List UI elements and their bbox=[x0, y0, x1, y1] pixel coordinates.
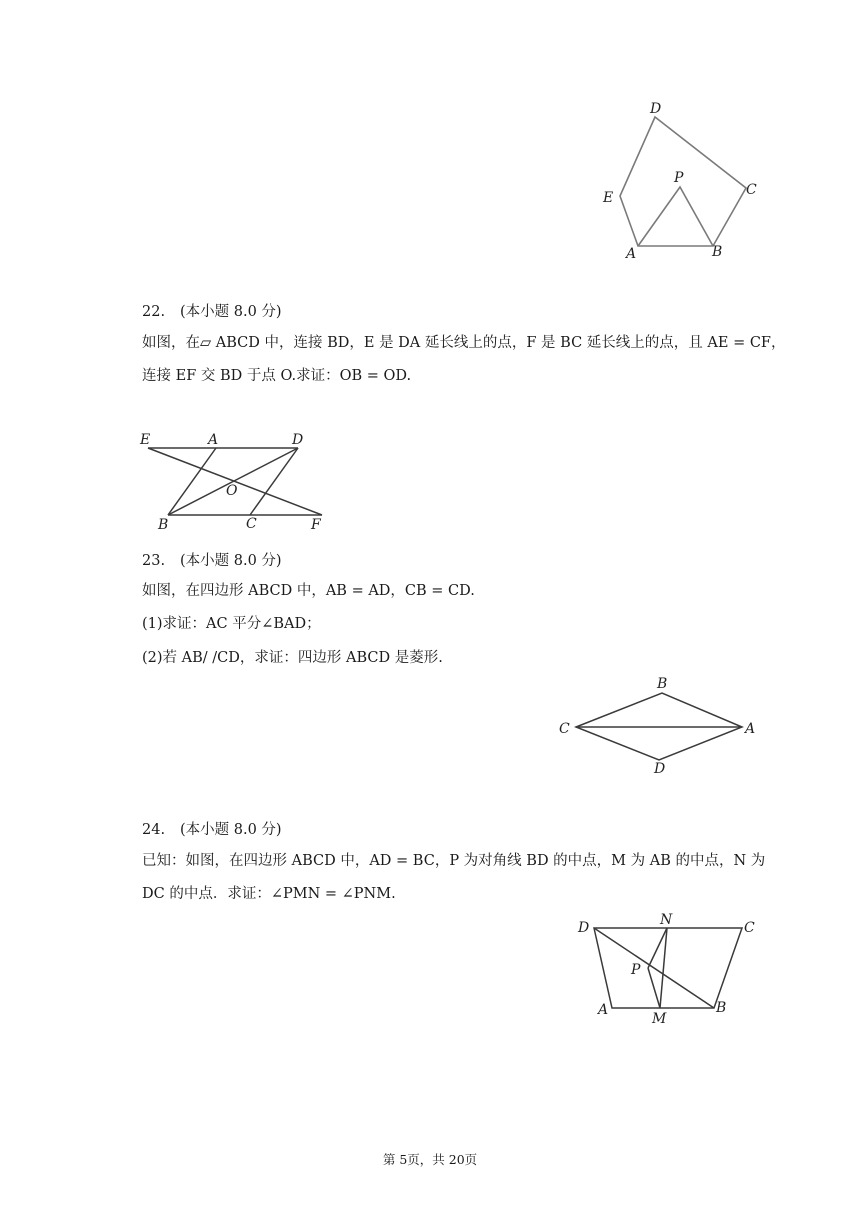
label-C: C bbox=[559, 721, 570, 737]
label-C: C bbox=[746, 182, 757, 198]
label-F: F bbox=[311, 517, 321, 533]
segment-pm bbox=[648, 968, 660, 1008]
question-24-header bbox=[142, 818, 282, 839]
label-A: A bbox=[598, 1002, 609, 1018]
question-23-text-line2: (1)求证：AC 平分∠BAD； bbox=[142, 616, 321, 632]
label-P: P bbox=[631, 962, 641, 978]
label-B: B bbox=[716, 1000, 727, 1016]
figure-pentagon-abcde bbox=[598, 98, 758, 268]
question-23-text-line1: 如图，在四边形 ABCD 中，AB = AD，CB = CD. bbox=[142, 583, 475, 599]
line-cd bbox=[250, 448, 298, 515]
label-D: D bbox=[292, 432, 304, 448]
label-A: A bbox=[745, 721, 756, 737]
question-24-text-line2: DC 的中点．求证：∠PMN = ∠PNM. bbox=[142, 886, 396, 902]
label-A: A bbox=[208, 432, 219, 448]
question-24-text-line1: 已知：如图，在四边形 ABCD 中，AD = BC，P 为对角线 BD 的中点，M 为 AB 的中点，N 为 bbox=[142, 853, 766, 869]
question-number: 23. bbox=[142, 553, 166, 569]
question-points: (本小题 8.0 分) bbox=[180, 553, 282, 569]
label-B: B bbox=[158, 517, 169, 533]
question-number: 24. bbox=[142, 822, 166, 838]
triangle-apb bbox=[638, 187, 713, 246]
label-A: A bbox=[626, 246, 637, 262]
question-number: 22. bbox=[142, 304, 166, 320]
label-D: D bbox=[578, 920, 590, 936]
label-P: P bbox=[674, 170, 684, 186]
quadrilateral-outline bbox=[594, 928, 742, 1008]
label-D: D bbox=[650, 101, 662, 117]
label-C: C bbox=[744, 920, 755, 936]
label-C: C bbox=[246, 516, 257, 532]
figure-parallelogram-abcd bbox=[138, 430, 338, 535]
question-22-text-line2: 连接 EF 交 BD 于点 O.求证：OB = OD. bbox=[142, 368, 412, 384]
question-23-header bbox=[142, 549, 282, 570]
question-points: (本小题 8.0 分) bbox=[180, 822, 282, 838]
question-22-header bbox=[142, 300, 282, 321]
question-points: (本小题 8.0 分) bbox=[180, 304, 282, 320]
page-footer: 第 5页，共 20页 bbox=[382, 1152, 478, 1167]
label-M: M bbox=[652, 1011, 667, 1027]
label-B: B bbox=[657, 676, 668, 692]
question-22-text-line1: 如图，在▱ ABCD 中，连接 BD，E 是 DA 延长线上的点，F 是 BC 延长线上的点，且 AE = CF， bbox=[142, 335, 786, 351]
diagonal-db bbox=[594, 928, 714, 1008]
label-E: E bbox=[140, 432, 151, 448]
label-B: B bbox=[712, 244, 723, 260]
label-N: N bbox=[660, 912, 673, 928]
line-ef bbox=[148, 448, 322, 515]
label-E: E bbox=[603, 190, 614, 206]
label-O: O bbox=[226, 483, 238, 499]
figure-quadrilateral-abcd-midpoints bbox=[572, 908, 762, 1028]
label-D: D bbox=[654, 761, 666, 777]
figure-quadrilateral-abcd-rhombus bbox=[556, 676, 766, 776]
question-23-text-line3: (2)若 AB/ /CD，求证：四边形 ABCD 是菱形. bbox=[142, 650, 443, 666]
